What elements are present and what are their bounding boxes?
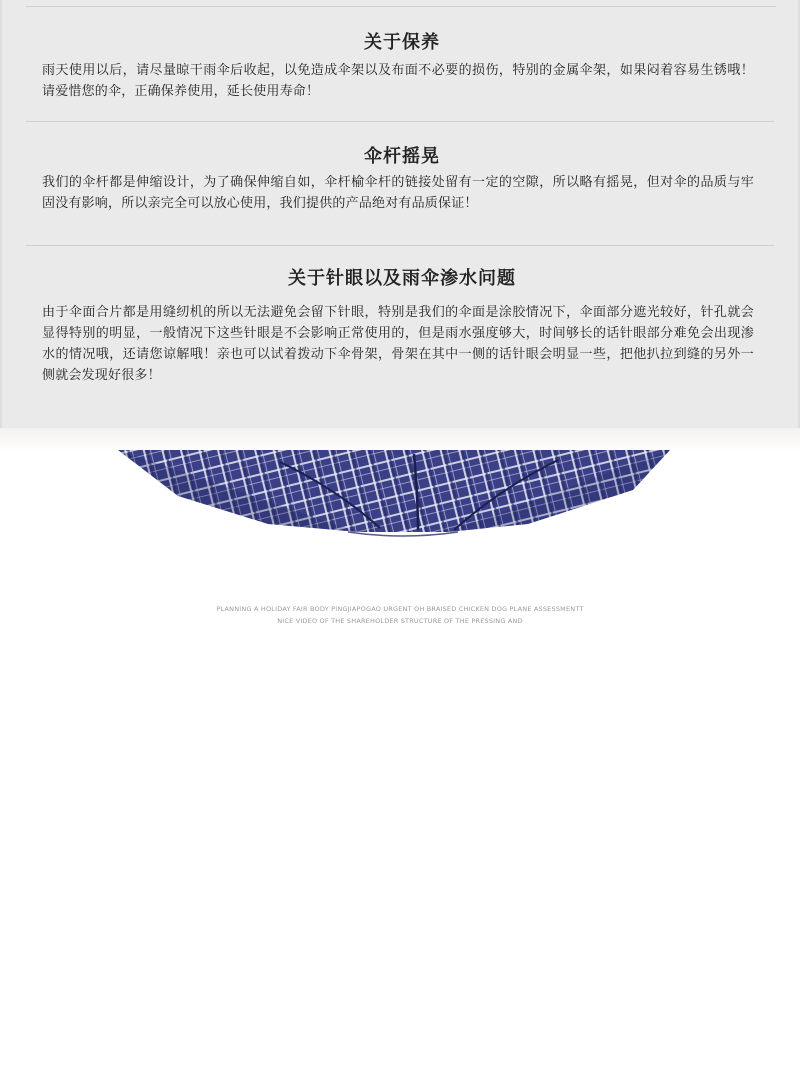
section-title-care: 关于保养 [364, 32, 440, 53]
panel-bottom-fade [0, 428, 800, 452]
section-body-care: 雨天使用以后，请尽量晾干雨伞后收起，以免造成伞架以及布面不必要的损伤，特别的金属伞架，如果闷着容易生锈哦！请爱惜您的伞，正确保养使用，延长使用寿命！ [42, 63, 754, 99]
section-body-shaft: 我们的伞杆都是伸缩设计，为了确保伸缩自如，伞杆榆伞杆的链接处留有一定的空隙，所以略有摇晃，但对伞的品质与牢固没有影响，所以亲完全可以放心使用，我们提供的产品绝对有品质保证！ [42, 175, 754, 211]
caption-line-2: NICE VIDEO OF THE SHAREHOLDER STRUCTURE OF THE PRESSING AND [277, 617, 523, 625]
section-title-pinholes: 关于针眼以及雨伞渗水问题 [288, 268, 516, 289]
section-body-pinholes: 由于伞面合片都是用缝纫机的所以无法避免会留下针眼，特别是我们的伞面是涂胶情况下，伞面部分遮光较好，针孔就会显得特别的明显，一般情况下这些针眼是不会影响正常使用的，但是雨水强度够大，时间够长的话针眼部分难免会出现渗水的情况哦，还请您谅解哦！亲也可以试着拨动下伞骨架，骨架在其中一侧的话针眼会明显一些，把他扒拉到缝的另外一侧就会发现好很多！ [42, 305, 754, 383]
section-divider-1 [26, 121, 774, 122]
caption-line-1: PLANNING A HOLIDAY FAIR BODY PINGJIAPOGAO URGENT OH BRAISED CHICKEN DOG PLANE ASSESSMENTT [216, 605, 584, 613]
care-info-panel [0, 0, 800, 428]
top-divider [26, 6, 776, 7]
section-divider-2 [26, 245, 774, 246]
umbrella-canopy-image [118, 450, 670, 545]
section-title-shaft: 伞杆摇晃 [364, 146, 440, 167]
